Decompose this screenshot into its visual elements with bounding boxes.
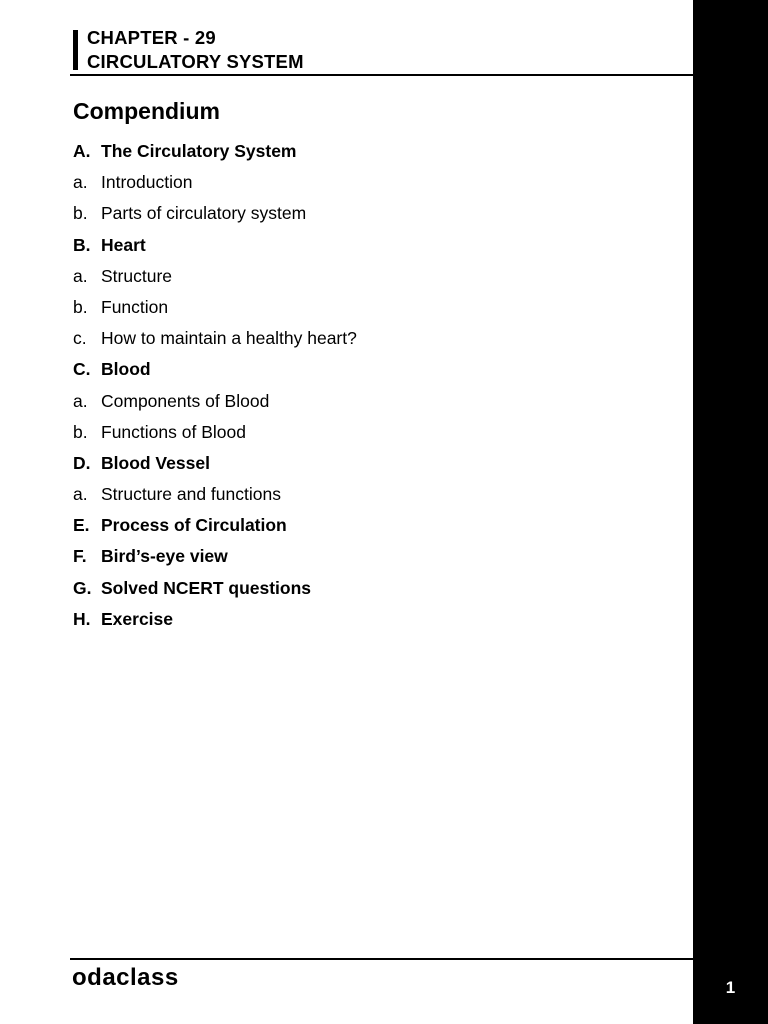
toc-label: Bird’s-eye view — [101, 546, 228, 567]
page-title: Compendium — [73, 98, 220, 124]
toc-subitem — [73, 263, 357, 294]
toc-marker: b. — [73, 421, 88, 442]
odaclass-logo: odaclass — [72, 964, 179, 991]
footer-divider — [70, 958, 693, 960]
toc-marker: H. — [73, 608, 91, 629]
toc-subitem — [73, 481, 357, 512]
chapter-title: CIRCULATORY SYSTEM — [87, 51, 304, 72]
header-accent-bar — [73, 30, 78, 70]
toc-marker: A. — [73, 141, 91, 161]
toc-label: Blood Vessel — [101, 452, 210, 473]
side-bar — [693, 0, 768, 1024]
toc-section — [73, 138, 357, 169]
toc-label: Process of Circulation — [101, 515, 287, 536]
toc-label: Function — [101, 296, 169, 317]
toc-subitem — [73, 325, 357, 356]
toc-label: Components of Blood — [101, 390, 270, 411]
toc-marker: b. — [73, 203, 88, 224]
toc-subitem — [73, 388, 357, 419]
toc-label: The Circulatory System — [101, 141, 297, 161]
header-text — [87, 26, 304, 74]
toc-label: Introduction — [101, 172, 193, 193]
header-divider — [70, 74, 693, 76]
toc-label: Heart — [101, 234, 146, 255]
toc-section — [73, 232, 357, 263]
toc-marker: c. — [73, 328, 87, 349]
toc-section — [73, 543, 357, 574]
toc-section — [73, 575, 357, 606]
toc-section — [73, 606, 357, 637]
toc-marker: G. — [73, 577, 92, 598]
page-number: 1 — [725, 978, 736, 997]
toc-marker: b. — [73, 296, 88, 317]
toc-marker: a. — [73, 390, 88, 411]
toc-marker: C. — [73, 359, 91, 380]
toc-marker: B. — [73, 234, 91, 255]
toc-marker: a. — [73, 484, 88, 505]
toc-label: Structure — [101, 265, 172, 286]
toc-subitem — [73, 419, 357, 450]
toc-marker: a. — [73, 265, 88, 286]
table-of-contents — [73, 138, 357, 637]
toc-subitem — [73, 294, 357, 325]
toc-section — [73, 356, 357, 387]
toc-label: Parts of circulatory system — [101, 203, 307, 224]
toc-label: How to maintain a healthy heart? — [101, 328, 357, 349]
toc-label: Blood — [101, 359, 151, 380]
toc-subitem — [73, 169, 357, 200]
toc-label: Functions of Blood — [101, 421, 246, 442]
toc-label: Structure and functions — [101, 484, 281, 505]
toc-marker: D. — [73, 452, 91, 473]
chapter-number: CHAPTER - 29 — [87, 27, 216, 48]
toc-marker: F. — [73, 546, 87, 567]
toc-label: Exercise — [101, 608, 174, 629]
toc-marker: a. — [73, 172, 88, 193]
toc-subitem — [73, 200, 357, 231]
toc-section — [73, 450, 357, 481]
toc-section — [73, 512, 357, 543]
toc-marker: E. — [73, 515, 90, 536]
toc-label: Solved NCERT questions — [101, 577, 312, 598]
